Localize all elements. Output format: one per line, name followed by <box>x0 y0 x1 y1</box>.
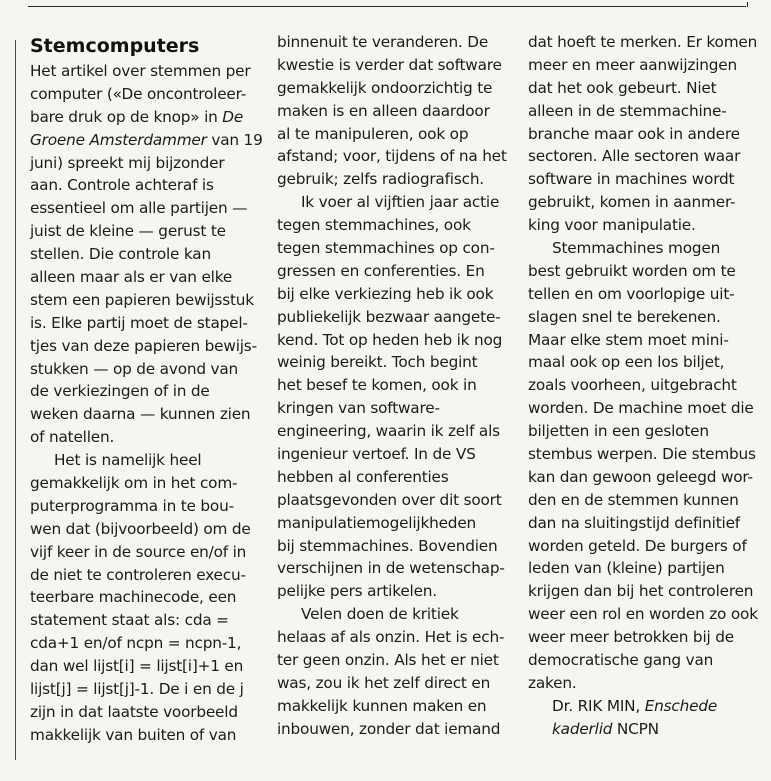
article-column-2 <box>277 31 507 741</box>
text-run: worden geteld. De burgers of <box>528 536 747 555</box>
text-run: kringen van software- <box>277 399 440 418</box>
text-run: software in machines wordt <box>528 170 735 189</box>
text-line <box>277 535 507 558</box>
text-run: weer meer betrokken bij de <box>528 628 734 647</box>
text-line <box>277 237 507 260</box>
text-run: makkelijk van buiten of van <box>30 725 237 744</box>
text-run: gemakkelijk ondoorzichtig te <box>277 78 493 97</box>
text-line <box>277 580 507 603</box>
text-run: manipulatiemogelijkheden <box>277 513 477 532</box>
text-run: zaken. <box>528 673 577 692</box>
text-run: NCPN <box>612 719 659 738</box>
text-line <box>30 655 263 678</box>
text-run: kend. Tot op heden heb ik nog <box>277 330 503 349</box>
text-run: tegen stemmachines, ook <box>277 216 471 235</box>
text-line <box>528 718 758 741</box>
italic-text-run: Groene Amsterdammer <box>30 130 207 149</box>
text-run: dat het ook gebeurt. Niet <box>528 78 717 97</box>
text-run: weken daarna — kunnen zien <box>30 405 251 424</box>
text-run: maken is en alleen daardoor <box>277 101 490 120</box>
text-line <box>30 220 263 243</box>
text-run: inbouwen, zonder dat iemand <box>277 719 501 738</box>
text-line <box>30 129 263 152</box>
text-line <box>277 145 507 168</box>
text-line <box>277 31 507 54</box>
text-run: was, zou ik het zelf direct en <box>277 673 491 692</box>
text-run: tjes van deze papieren bewijs- <box>30 336 257 355</box>
text-run: lijst[j] = lijst[j]-1. De i en de j <box>30 680 244 699</box>
text-line <box>528 580 758 603</box>
text-run: meer en meer aanwijzingen <box>528 55 737 74</box>
text-run: cda+1 en/of ncpn = ncpn-1, <box>30 634 242 653</box>
article-headline: Stemcomputers <box>30 35 200 57</box>
text-line <box>277 260 507 283</box>
text-run: alleen in de stemmachine- <box>528 101 727 120</box>
text-run: tegen stemmachines op con- <box>277 239 495 258</box>
text-line <box>528 54 758 77</box>
text-run: gebruikt, komen in aanmer- <box>528 193 736 212</box>
text-line <box>30 289 263 312</box>
text-run: stellen. Die controle kan <box>30 245 211 264</box>
text-run: branche maar ook in andere <box>528 124 740 143</box>
text-run: dan na sluitingstijd definitief <box>528 513 740 532</box>
text-run: biljetten in een gesloten <box>528 422 709 441</box>
text-line <box>277 489 507 512</box>
text-line <box>277 374 507 397</box>
text-line <box>30 449 263 472</box>
text-run: bare druk op de knop» in <box>30 107 223 126</box>
text-line <box>30 586 263 609</box>
text-line <box>528 306 758 329</box>
text-run: Het is namelijk heel <box>54 451 202 470</box>
text-line <box>30 495 263 518</box>
text-run: van 19 <box>206 130 263 149</box>
text-run: Dr. RIK MIN, <box>552 696 645 715</box>
text-line <box>277 214 507 237</box>
text-run: leden van (kleine) partijen <box>528 559 725 578</box>
text-run: den en de stemmen kunnen <box>528 490 739 509</box>
text-run: Velen doen de kritiek <box>301 605 459 624</box>
text-run: afstand; voor, tijdens of na het <box>277 147 507 166</box>
text-line <box>30 678 263 701</box>
text-line <box>528 466 758 489</box>
text-line <box>528 397 758 420</box>
text-line <box>528 557 758 580</box>
text-line <box>277 191 507 214</box>
text-line <box>277 168 507 191</box>
text-run: al te manipuleren, ook op <box>277 124 469 143</box>
text-run: of natellen. <box>30 428 115 447</box>
text-line <box>528 672 758 695</box>
text-run: Maar elke stem moet mini- <box>528 330 729 349</box>
text-line <box>277 557 507 580</box>
text-run: sectoren. Alle sectoren waar <box>528 147 741 166</box>
text-run: dan wel lijst[i] = lijst[i]+1 en <box>30 657 244 676</box>
text-line <box>30 380 263 403</box>
italic-text-run: Enschede <box>644 696 718 715</box>
text-run: ingenieur vertoef. In de VS <box>277 445 476 464</box>
corner-rule <box>747 2 748 7</box>
text-run: teerbare machinecode, een <box>30 588 237 607</box>
text-line <box>277 397 507 420</box>
text-run: kwestie is verder dat software <box>277 55 502 74</box>
text-line <box>30 564 263 587</box>
text-line <box>277 123 507 146</box>
text-line <box>30 472 263 495</box>
text-line <box>528 489 758 512</box>
top-rule <box>28 6 746 7</box>
text-line <box>528 443 758 466</box>
text-line <box>30 518 263 541</box>
text-line <box>528 237 758 260</box>
text-run: zoals voorheen, uitgebracht <box>528 376 737 395</box>
text-line <box>528 512 758 535</box>
text-run: Stemmachines mogen <box>552 239 721 258</box>
text-line <box>30 243 263 266</box>
text-line <box>528 191 758 214</box>
text-line <box>277 54 507 77</box>
text-line <box>528 695 758 718</box>
text-run: puterprogramma in te bou- <box>30 496 234 515</box>
text-run: weinig bereikt. Toch begint <box>277 353 478 372</box>
text-run: worden. De machine moet die <box>528 399 754 418</box>
text-line <box>277 351 507 374</box>
text-line <box>528 145 758 168</box>
column-divider <box>15 40 16 760</box>
text-run: juni) spreekt mij bijzonder <box>30 153 225 172</box>
text-line <box>528 283 758 306</box>
text-line <box>30 312 263 335</box>
text-line <box>277 283 507 306</box>
italic-text-run: kaderlid <box>552 719 613 738</box>
text-run: zijn in dat laatste voorbeeld <box>30 702 238 721</box>
text-line <box>528 649 758 672</box>
text-line <box>528 626 758 649</box>
text-run: hebben al conferenties <box>277 467 449 486</box>
text-line <box>528 77 758 100</box>
text-run: democratische gang van <box>528 651 714 670</box>
text-line <box>528 351 758 374</box>
text-line <box>30 152 263 175</box>
text-run: bij elke verkiezing heb ik ook <box>277 284 494 303</box>
text-line <box>30 83 263 106</box>
text-line <box>277 420 507 443</box>
text-line <box>30 60 263 83</box>
text-line <box>528 420 758 443</box>
text-run: best gebruikt worden om te <box>528 261 736 280</box>
text-run: juist de kleine — gerust te <box>30 222 226 241</box>
text-run: plaatsgevonden over dit soort <box>277 490 502 509</box>
text-run: Ik voer al vijftien jaar actie <box>301 193 500 212</box>
text-run: dat hoeft te merken. Er komen <box>528 33 758 51</box>
article-column-1 <box>30 31 263 747</box>
text-run: is. Elke partij moet de stapel- <box>30 313 248 332</box>
text-run: makkelijk kunnen maken en <box>277 696 487 715</box>
text-line <box>277 100 507 123</box>
text-run: slagen snel te berekenen. <box>528 307 721 326</box>
text-run: bij stemmachines. Bovendien <box>277 536 498 555</box>
text-run: engineering, waarin ik zelf als <box>277 422 500 441</box>
text-line <box>528 535 758 558</box>
text-line <box>528 123 758 146</box>
text-line <box>30 358 263 381</box>
text-line <box>277 603 507 626</box>
text-run: helaas af als onzin. Het is ech- <box>277 628 505 647</box>
text-line <box>277 718 507 741</box>
text-run: kan dan gewoon geleegd wor- <box>528 467 753 486</box>
text-run: ter geen onzin. Als het er niet <box>277 651 499 670</box>
text-run: stukken — op de avond van <box>30 359 239 378</box>
text-run: publiekelijk bezwaar aangete- <box>277 307 501 326</box>
text-line <box>277 695 507 718</box>
text-line <box>277 512 507 535</box>
text-run: pelijke pers artikelen. <box>277 582 437 601</box>
text-run: gemakkelijk om in het com- <box>30 474 238 493</box>
text-line <box>277 329 507 352</box>
text-line <box>30 632 263 655</box>
article-column-3 <box>528 31 758 741</box>
text-line <box>277 649 507 672</box>
text-line <box>30 266 263 289</box>
text-line <box>528 31 758 54</box>
text-run: tellen en om voorlopige uit- <box>528 284 735 303</box>
italic-text-run: De <box>222 107 244 126</box>
text-run: weer een rol en worden zo ook <box>528 605 758 624</box>
text-run: Het artikel over stemmen per <box>30 62 251 80</box>
text-line <box>277 626 507 649</box>
text-run: maal ook op een los biljet, <box>528 353 725 372</box>
text-run: alleen maar als er van elke <box>30 268 233 287</box>
text-run: gebruik; zelfs radiografisch. <box>277 170 484 189</box>
text-run: verschijnen in de wetenschap- <box>277 559 505 578</box>
text-line <box>528 168 758 191</box>
text-line <box>30 609 263 632</box>
text-line <box>30 174 263 197</box>
text-line <box>277 443 507 466</box>
text-run: wen dat (bijvoorbeeld) om de <box>30 519 251 538</box>
text-line <box>30 724 263 747</box>
text-run: statement staat als: cda = <box>30 611 229 630</box>
text-line <box>30 106 263 129</box>
text-run: essentieel om alle partijen — <box>30 199 248 218</box>
text-line <box>30 197 263 220</box>
text-line <box>30 403 263 426</box>
text-line <box>528 603 758 626</box>
text-line <box>277 306 507 329</box>
text-line <box>30 335 263 358</box>
text-line <box>528 374 758 397</box>
text-run: stembus werpen. Die stembus <box>528 445 756 464</box>
text-line <box>30 426 263 449</box>
text-line <box>277 672 507 695</box>
text-line <box>277 77 507 100</box>
text-run: het besef te komen, ook in <box>277 376 477 395</box>
text-line <box>30 701 263 724</box>
text-line <box>528 260 758 283</box>
text-run: de niet te controleren execu- <box>30 565 246 584</box>
text-run: stem een papieren bewijsstuk <box>30 290 254 309</box>
text-run: aan. Controle achteraf is <box>30 176 214 195</box>
text-run: krijgen dan bij het controleren <box>528 582 754 601</box>
text-run: king voor manipulatie. <box>528 216 696 235</box>
text-line <box>30 541 263 564</box>
text-run: vijf keer in de source en/of in <box>30 542 247 561</box>
text-run: de verkiezingen of in de <box>30 382 210 401</box>
text-line <box>528 100 758 123</box>
text-run: computer («De oncontroleer- <box>30 84 247 103</box>
text-line <box>528 214 758 237</box>
text-run: gressen en conferenties. En <box>277 261 485 280</box>
text-run: binnenuit te veranderen. De <box>277 33 489 51</box>
text-line <box>528 329 758 352</box>
text-line <box>277 466 507 489</box>
